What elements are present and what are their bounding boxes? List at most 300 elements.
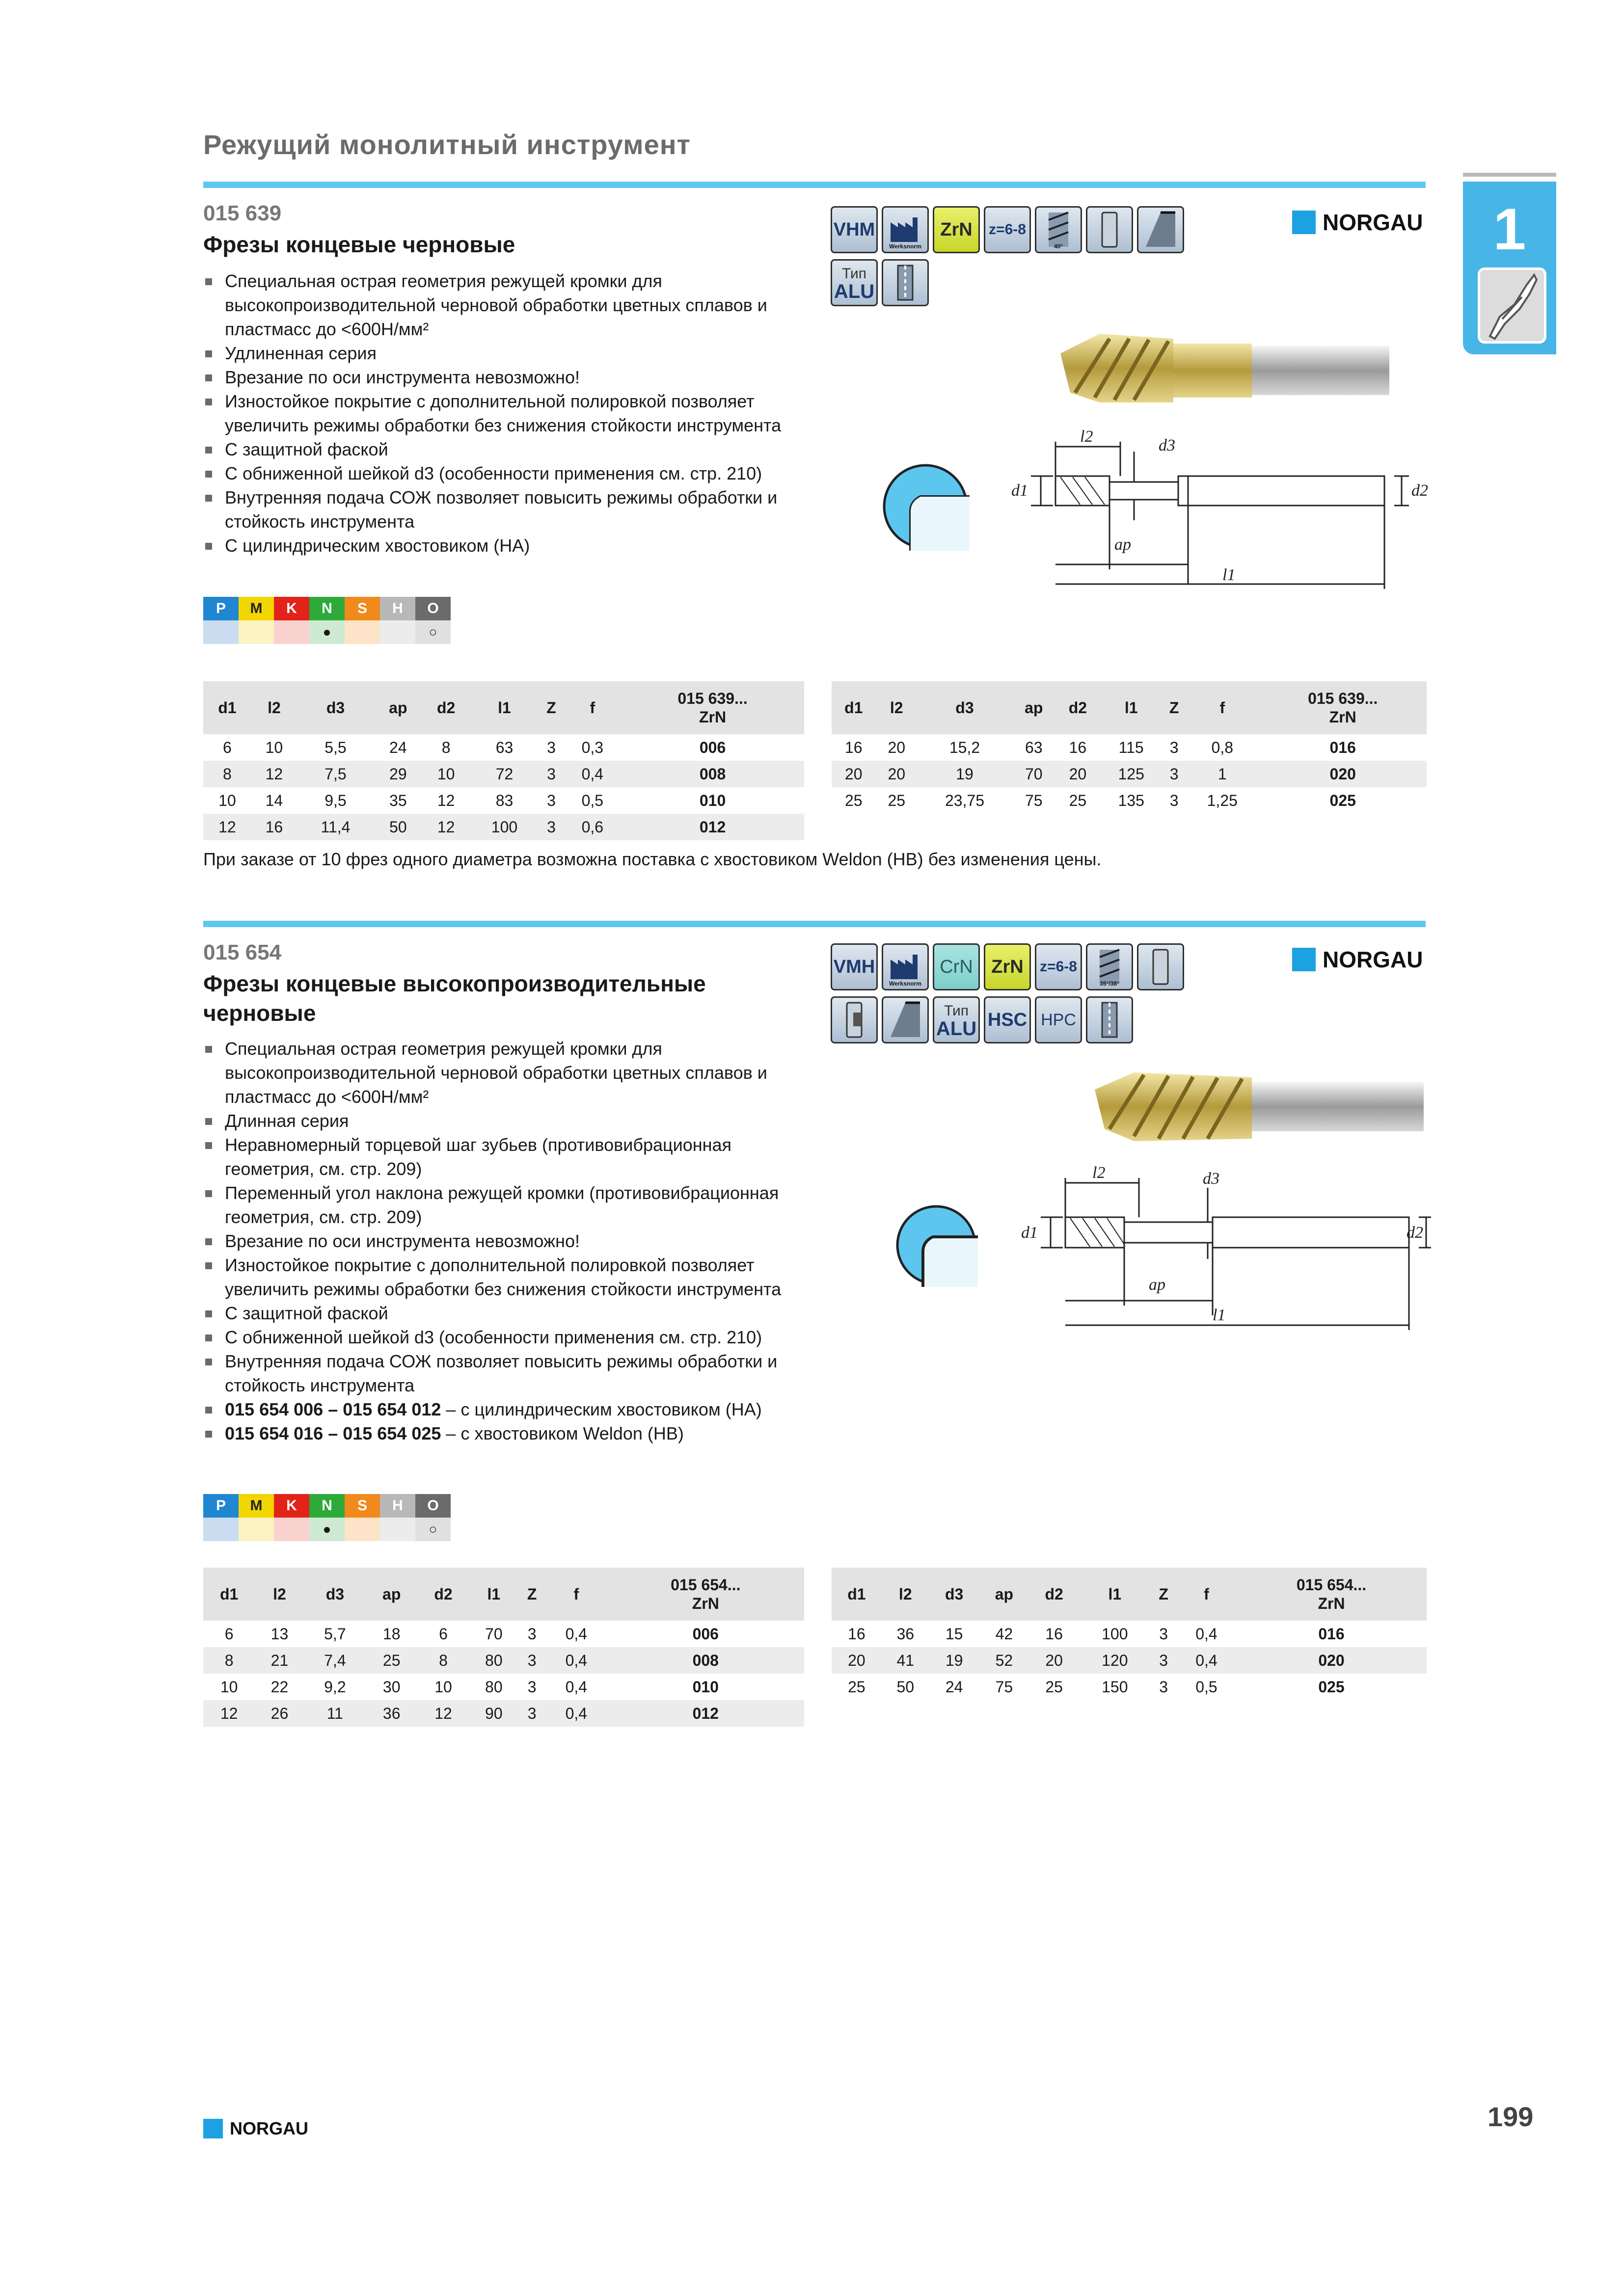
label-ap: ap xyxy=(1149,1276,1165,1294)
section2-table-left xyxy=(203,1568,804,1727)
cylindrical-shank-icon xyxy=(1086,206,1133,253)
section2-title-line2: черновые xyxy=(203,1000,316,1026)
material-mark xyxy=(380,620,415,644)
code-column-header xyxy=(1259,681,1427,734)
section2-technical-drawing xyxy=(1011,1158,1434,1345)
table-cell: 35 xyxy=(389,791,407,809)
table-cell: 100 xyxy=(470,814,539,840)
brand-name: NORGAU xyxy=(1323,210,1423,235)
label-ap: ap xyxy=(1114,535,1131,554)
table-cell: 8 xyxy=(203,1647,255,1674)
table-cell: 0,4 xyxy=(545,1647,607,1674)
section1-table-right xyxy=(832,681,1427,814)
table-cell: 5,7 xyxy=(324,1625,346,1643)
table-cell: 15 xyxy=(945,1625,963,1643)
table-cell: 3 xyxy=(527,1678,537,1696)
column-header: l2 xyxy=(876,681,918,734)
table-cell: 90 xyxy=(469,1700,518,1727)
chapter-number: 1 xyxy=(1493,196,1526,262)
table-cell: 22 xyxy=(270,1678,289,1696)
table-cell: 3 xyxy=(518,1700,545,1727)
type-alu-icon xyxy=(933,996,980,1043)
table-cell: 25 xyxy=(366,1647,417,1674)
header-rule xyxy=(203,182,1426,188)
material-mark: ● xyxy=(309,620,345,644)
column-header: ap xyxy=(374,681,422,734)
table-cell: 0,4 xyxy=(1177,1647,1236,1674)
material-H xyxy=(380,597,415,644)
material-O xyxy=(415,597,451,644)
section2-brand xyxy=(1292,946,1423,973)
range-text: – с цилиндрическим хвостовиком (HA) xyxy=(441,1399,762,1419)
feature-item: Неравномерный торцевой шаг зубьев (противовибрационная геометрия, см. стр. 209) xyxy=(203,1133,812,1181)
section2-table-right xyxy=(832,1568,1427,1700)
code-header-line1: 015 654... xyxy=(1296,1576,1367,1594)
table-cell: 11 xyxy=(304,1700,366,1727)
label-l2: l2 xyxy=(1080,427,1093,446)
feature-item: Специальная острая геометрия режущей кромки для высокопроизводительной черновой обработки цветных сплавов и пластмасс до <600Н/мм² xyxy=(203,1037,812,1109)
material-K xyxy=(274,597,309,644)
column-header: Z xyxy=(518,1568,545,1621)
table-cell: 36 xyxy=(366,1700,417,1727)
table-cell: 20 xyxy=(832,761,876,787)
table-cell: 25 xyxy=(1069,791,1087,809)
table-header-row xyxy=(832,1568,1427,1621)
teeth-label: z=6-8 xyxy=(989,221,1026,238)
section1-note: При заказе от 10 фрез одного диаметра возможна поставка с хвостовиком Weldon (HB) без изменения цены. xyxy=(203,849,1102,869)
material-mark xyxy=(345,620,380,644)
section2-material-grid xyxy=(203,1494,451,1541)
label-d2: d2 xyxy=(1411,481,1428,500)
table-cell: 12 xyxy=(203,1700,255,1727)
code-column-header xyxy=(1236,1568,1427,1621)
table-cell: 135 xyxy=(1118,791,1144,809)
table-cell: 12 xyxy=(417,1700,469,1727)
table-cell: 8 xyxy=(441,738,451,756)
column-header: Z xyxy=(539,681,564,734)
feature-item: Изностойкое покрытие с дополнительной полировкой позволяет увеличить режимы обработки без снижения стойкости инструмента xyxy=(203,1253,812,1301)
section1-tool-photo xyxy=(1041,319,1394,417)
section1-brand xyxy=(1292,209,1423,236)
code-column-header xyxy=(607,1568,804,1621)
factory-norm-icon xyxy=(882,206,929,253)
label-l1: l1 xyxy=(1222,566,1236,584)
carbide-vhm-icon xyxy=(831,206,878,253)
table-cell: 12 xyxy=(251,761,297,787)
table-cell: 150 xyxy=(1102,1678,1128,1696)
material-header: P xyxy=(203,1494,239,1518)
brand-square-icon xyxy=(203,2119,223,2138)
footer-brand xyxy=(203,2118,308,2139)
werksnorm-label: Werksnorm xyxy=(889,243,921,250)
table-cell: 10 xyxy=(422,761,470,787)
table-cell: 3 xyxy=(1151,1647,1177,1674)
table-cell: 26 xyxy=(255,1700,304,1727)
column-header: ap xyxy=(1012,681,1056,734)
table-cell: 9,5 xyxy=(325,791,347,809)
brand-square-icon xyxy=(1292,211,1316,234)
table-row xyxy=(203,1647,804,1674)
helix-angle-icon xyxy=(1035,206,1082,253)
table-cell: 0,6 xyxy=(564,814,622,840)
carbide-vmh-icon xyxy=(831,943,878,990)
material-header: O xyxy=(415,597,451,620)
column-header: l2 xyxy=(251,681,297,734)
table-cell: 3 xyxy=(518,1647,545,1674)
table-cell: 11,4 xyxy=(297,814,374,840)
code-header-line2: ZrN xyxy=(692,1595,719,1612)
zrn-label: ZrN xyxy=(940,219,973,240)
table-cell: 6 xyxy=(439,1625,448,1643)
table-cell: 10 xyxy=(265,738,283,756)
table-cell: 63 xyxy=(1025,738,1043,756)
order-code-cell: 016 xyxy=(1329,738,1356,756)
chapter-tab[interactable] xyxy=(1463,182,1556,354)
type-big-label: ALU xyxy=(834,281,875,302)
table-cell: 20 xyxy=(1029,1647,1079,1674)
table-cell: 8 xyxy=(417,1647,469,1674)
table-cell: 15,2 xyxy=(949,738,980,756)
table-cell: 3 xyxy=(527,1625,537,1643)
brand-name: NORGAU xyxy=(1323,947,1423,972)
material-M xyxy=(239,1494,274,1541)
table-row xyxy=(203,1621,804,1647)
column-header: ap xyxy=(979,1568,1029,1621)
column-header: l1 xyxy=(1079,1568,1151,1621)
hpc-icon xyxy=(1035,996,1082,1043)
table-row xyxy=(832,787,1427,814)
material-mark xyxy=(274,1518,309,1541)
feature-item: С цилиндрическим хвостовиком (HA) xyxy=(203,534,812,558)
material-P xyxy=(203,1494,239,1541)
table-row xyxy=(203,761,804,787)
range-code: 015 654 006 – 015 654 012 xyxy=(225,1399,441,1419)
feature-item: С обниженной шейкой d3 (особенности применения см. стр. 210) xyxy=(203,461,812,485)
table-cell: 29 xyxy=(374,761,422,787)
order-code-cell: 016 xyxy=(1318,1625,1345,1643)
material-header: N xyxy=(309,597,345,620)
table-cell: 25 xyxy=(888,791,906,809)
type-small-label: Тип xyxy=(841,266,866,282)
table-cell: 6 xyxy=(223,738,232,756)
section2-features xyxy=(203,1037,812,1445)
feature-item: Длинная серия xyxy=(203,1109,812,1133)
column-header: l1 xyxy=(469,1568,518,1621)
material-mark xyxy=(203,620,239,644)
code-header-line2: ZrN xyxy=(699,708,727,726)
table-cell: 0,4 xyxy=(1195,1625,1217,1643)
table-cell: 12 xyxy=(437,791,455,809)
table-cell: 3 xyxy=(547,738,556,756)
feature-item: Врезание по оси инструмента невозможно! xyxy=(203,1229,812,1253)
section1-title: Фрезы концевые черновые xyxy=(203,232,515,257)
feature-item: Специальная острая геометрия режущей кромки для высокопроизводительной черновой обработки цветных сплавов и пластмасс до <600Н/мм² xyxy=(203,269,812,341)
column-header: l2 xyxy=(882,1568,929,1621)
table-cell: 3 xyxy=(539,761,564,787)
chapter-tab-bar xyxy=(1463,173,1556,177)
table-cell: 3 xyxy=(1163,761,1186,787)
werksnorm-label: Werksnorm xyxy=(889,980,921,987)
table-cell: 41 xyxy=(882,1647,929,1674)
type-big-label: ALU xyxy=(936,1018,977,1040)
table-cell: 63 xyxy=(495,738,514,756)
table-row xyxy=(832,1647,1427,1674)
table-cell: 75 xyxy=(995,1678,1013,1696)
material-mark: ○ xyxy=(415,1518,451,1541)
order-code-cell: 020 xyxy=(1259,761,1427,787)
cutting-edge-icon xyxy=(882,996,929,1043)
column-header: d3 xyxy=(918,681,1012,734)
table-header-row xyxy=(832,681,1427,734)
column-header: d3 xyxy=(929,1568,979,1621)
section1-features xyxy=(203,269,812,558)
section1-material-grid xyxy=(203,597,451,644)
table-cell: 80 xyxy=(485,1678,503,1696)
helix-angle-icon xyxy=(1086,943,1133,990)
code-header-line2: ZrN xyxy=(1318,1595,1345,1612)
table-cell: 72 xyxy=(470,761,539,787)
material-header: M xyxy=(239,597,274,620)
page-title: Режущий монолитный инструмент xyxy=(203,129,691,160)
table-cell: 0,5 xyxy=(1195,1678,1217,1696)
table-cell: 3 xyxy=(1159,1625,1168,1643)
order-code-cell: 006 xyxy=(692,1625,719,1643)
weldon-shank-icon xyxy=(831,996,878,1043)
material-header: K xyxy=(274,597,309,620)
table-cell: 1 xyxy=(1186,761,1259,787)
table-cell: 7,5 xyxy=(297,761,374,787)
cylindrical-shank-icon xyxy=(1137,943,1184,990)
column-header: f xyxy=(564,681,622,734)
vmh-label: VMH xyxy=(833,956,875,977)
column-header: l1 xyxy=(470,681,539,734)
table-cell: 20 xyxy=(876,761,918,787)
table-cell: 20 xyxy=(832,1647,882,1674)
table-cell: 20 xyxy=(888,738,906,756)
order-code-cell: 012 xyxy=(621,814,804,840)
section2-code: 015 654 xyxy=(203,940,282,964)
drill-icon xyxy=(1478,267,1546,344)
table-cell: 100 xyxy=(1102,1625,1128,1643)
table-cell: 16 xyxy=(844,738,863,756)
brand-name: NORGAU xyxy=(230,2118,308,2138)
cutting-edge-icon xyxy=(1137,206,1184,253)
column-header: d1 xyxy=(203,1568,255,1621)
material-S xyxy=(345,597,380,644)
table-cell: 19 xyxy=(929,1647,979,1674)
feature-item: Изностойкое покрытие с дополнительной полировкой позволяет увеличить режимы обработки без снижения стойкости инструмента xyxy=(203,389,812,437)
table-cell: 24 xyxy=(389,738,407,756)
table-cell: 3 xyxy=(1169,738,1179,756)
angle-label: 40° xyxy=(1054,243,1063,250)
column-header: d2 xyxy=(422,681,470,734)
code-header-line2: ZrN xyxy=(1329,708,1356,726)
table-cell: 19 xyxy=(918,761,1012,787)
table-cell: 16 xyxy=(251,814,297,840)
table-cell: 0,4 xyxy=(565,1625,588,1643)
range-item xyxy=(203,1397,812,1421)
table-cell: 16 xyxy=(1069,738,1087,756)
table-cell: 18 xyxy=(382,1625,401,1643)
section1-technical-drawing xyxy=(1006,422,1429,604)
table-cell: 16 xyxy=(848,1625,866,1643)
range-code: 015 654 016 – 015 654 025 xyxy=(225,1423,441,1443)
label-d1: d1 xyxy=(1021,1224,1038,1242)
column-header: f xyxy=(1177,1568,1236,1621)
table-row xyxy=(203,1674,804,1700)
table-cell: 3 xyxy=(547,791,556,809)
label-d2: d2 xyxy=(1407,1224,1423,1242)
material-S xyxy=(345,1494,380,1541)
column-header: d1 xyxy=(203,681,251,734)
table-cell: 24 xyxy=(945,1678,963,1696)
table-row xyxy=(832,734,1427,761)
order-code-cell: 025 xyxy=(1329,791,1356,809)
material-header: N xyxy=(309,1494,345,1518)
code-header-line1: 015 639... xyxy=(1308,690,1378,707)
table-cell: 25 xyxy=(844,791,863,809)
column-header: d3 xyxy=(304,1568,366,1621)
table-row xyxy=(203,787,804,814)
order-code-cell: 008 xyxy=(607,1647,804,1674)
material-header: S xyxy=(345,1494,380,1518)
table-cell: 14 xyxy=(265,791,283,809)
table-cell: 13 xyxy=(270,1625,289,1643)
column-header: d3 xyxy=(297,681,374,734)
material-N xyxy=(309,597,345,644)
teeth-count-icon xyxy=(1035,943,1082,990)
section2-rule xyxy=(203,921,1426,927)
type-alu-icon xyxy=(831,259,878,306)
table-cell: 3 xyxy=(1169,791,1179,809)
table-cell: 10 xyxy=(220,1678,238,1696)
material-K xyxy=(274,1494,309,1541)
table-cell: 0,4 xyxy=(545,1700,607,1727)
feature-item: Врезание по оси инструмента невозможно! xyxy=(203,365,812,389)
zrn-coating-icon xyxy=(933,206,980,253)
table-cell: 21 xyxy=(255,1647,304,1674)
table-cell: 83 xyxy=(495,791,514,809)
table-cell: 10 xyxy=(218,791,236,809)
table-cell: 80 xyxy=(469,1647,518,1674)
table-row xyxy=(203,814,804,840)
table-cell: 0,3 xyxy=(581,738,604,756)
table-cell: 25 xyxy=(848,1678,866,1696)
material-mark xyxy=(345,1518,380,1541)
table-cell: 6 xyxy=(224,1625,234,1643)
feature-item: Внутренняя подача СОЖ позволяет повысить режимы обработки и стойкость инструмента xyxy=(203,1349,812,1397)
table-cell: 12 xyxy=(203,814,251,840)
material-P xyxy=(203,597,239,644)
material-H xyxy=(380,1494,415,1541)
table-header-row xyxy=(203,1568,804,1621)
table-cell: 23,75 xyxy=(945,791,985,809)
table-row xyxy=(203,734,804,761)
column-header: ap xyxy=(366,1568,417,1621)
table-row xyxy=(832,1621,1427,1647)
table-row xyxy=(832,1674,1427,1700)
material-mark xyxy=(239,1518,274,1541)
label-d3: d3 xyxy=(1203,1170,1219,1188)
table-cell: 52 xyxy=(979,1647,1029,1674)
material-mark: ● xyxy=(309,1518,345,1541)
order-code-cell: 012 xyxy=(607,1700,804,1727)
table-cell: 8 xyxy=(203,761,251,787)
table-cell: 0,8 xyxy=(1211,738,1234,756)
range-item xyxy=(203,1421,812,1445)
section2-corner-profile xyxy=(894,1203,978,1287)
table-cell: 1,25 xyxy=(1207,791,1238,809)
hpc-label: HPC xyxy=(1041,1010,1076,1029)
factory-norm-icon xyxy=(882,943,929,990)
table-cell: 3 xyxy=(1159,1678,1168,1696)
table-cell: 50 xyxy=(374,814,422,840)
material-mark xyxy=(380,1518,415,1541)
material-header: H xyxy=(380,597,415,620)
table-cell: 42 xyxy=(995,1625,1013,1643)
table-cell: 7,4 xyxy=(304,1647,366,1674)
table-row xyxy=(203,1700,804,1727)
table-cell: 125 xyxy=(1100,761,1163,787)
brand-square-icon xyxy=(1292,948,1316,971)
section1-table-left xyxy=(203,681,804,840)
material-mark: ○ xyxy=(415,620,451,644)
section2-title-line1: Фрезы концевые высокопроизводительные xyxy=(203,971,706,996)
feature-item: Внутренняя подача СОЖ позволяет повысить режимы обработки и стойкость инструмента xyxy=(203,485,812,534)
material-M xyxy=(239,597,274,644)
column-header: f xyxy=(545,1568,607,1621)
feature-item: С защитной фаской xyxy=(203,437,812,461)
column-header: l1 xyxy=(1100,681,1163,734)
table-cell: 0,4 xyxy=(564,761,622,787)
label-l1: l1 xyxy=(1213,1306,1226,1324)
column-header: d2 xyxy=(1056,681,1100,734)
page-number: 199 xyxy=(1488,2101,1534,2132)
table-cell: 20 xyxy=(1056,761,1100,787)
table-cell: 16 xyxy=(1045,1625,1063,1643)
material-N xyxy=(309,1494,345,1541)
zrn-label: ZrN xyxy=(991,956,1024,977)
table-cell: 5,5 xyxy=(325,738,347,756)
table-cell: 50 xyxy=(896,1678,915,1696)
table-cell: 75 xyxy=(1025,791,1043,809)
crn-label: CrN xyxy=(940,956,973,977)
order-code-cell: 010 xyxy=(692,1678,719,1696)
table-cell: 12 xyxy=(422,814,470,840)
table-cell: 3 xyxy=(539,814,564,840)
table-cell: 10 xyxy=(434,1678,452,1696)
coolant-channel-icon xyxy=(882,259,929,306)
teeth-label: z=6-8 xyxy=(1040,959,1077,975)
section1-code: 015 639 xyxy=(203,201,282,225)
column-header: d1 xyxy=(832,681,876,734)
table-header-row xyxy=(203,681,804,734)
material-header: P xyxy=(203,597,239,620)
column-header: Z xyxy=(1151,1568,1177,1621)
table-cell: 70 xyxy=(1012,761,1056,787)
hsc-label: HSC xyxy=(987,1009,1028,1030)
vhm-label: VHM xyxy=(833,219,875,240)
label-l2: l2 xyxy=(1092,1164,1106,1182)
section1-corner-profile xyxy=(881,462,970,551)
order-code-cell: 010 xyxy=(699,791,726,809)
code-header-line1: 015 639... xyxy=(677,690,748,707)
column-header: Z xyxy=(1163,681,1186,734)
order-code-cell: 006 xyxy=(699,738,726,756)
table-row xyxy=(832,761,1427,787)
table-cell: 36 xyxy=(896,1625,915,1643)
table-cell: 120 xyxy=(1079,1647,1151,1674)
